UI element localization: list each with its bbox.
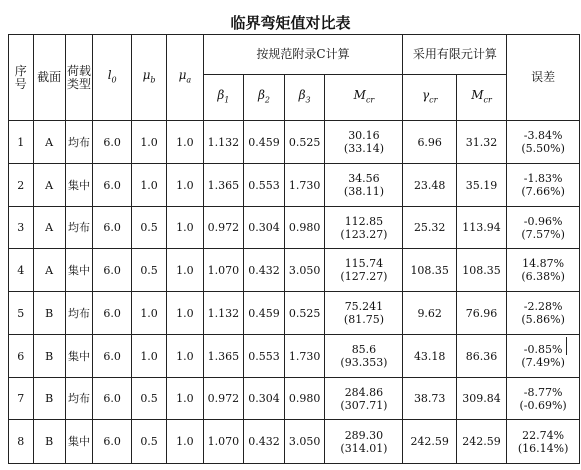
cell-beta1: 1.070 [203,249,244,292]
cell-error: -8.77% (-0.69%) [507,378,580,420]
cell-mu-a: 1.0 [167,378,203,420]
cell-no: 6 [9,335,34,378]
cell-mu-b: 0.5 [131,249,166,292]
cell-mu-b: 1.0 [131,164,166,207]
table-row [9,292,580,335]
cell-l0: 6.0 [93,378,131,420]
cell-load: 均布 [65,292,93,335]
cell-mu-a: 1.0 [167,164,203,207]
cell-mcr-code: 85.6 (93.353) [325,335,403,378]
cell-mcr-fem: 35.19 [456,164,506,207]
cell-error: 22.74% (16.14%) [507,420,580,464]
table-row [9,420,580,464]
cell-mcr-fem: 86.36 [456,335,506,378]
cell-mcr-code: 34.56 (38.11) [325,164,403,207]
cell-mcr-fem: 31.32 [456,121,506,164]
cell-beta2: 0.459 [244,292,285,335]
cell-section: B [33,292,65,335]
cell-no: 5 [9,292,34,335]
cell-no: 8 [9,420,34,464]
cell-error: -2.28% (5.86%) [507,292,580,335]
header-beta1: $\beta_1$ [203,75,244,121]
cell-mu-a: 1.0 [167,420,203,464]
cell-l0: 6.0 [93,335,131,378]
header-mcr-code: $M_{cr}$ [325,75,403,121]
cell-beta2: 0.459 [244,121,285,164]
cell-beta2: 0.553 [244,164,285,207]
cell-beta2: 0.304 [244,378,285,420]
cell-l0: 6.0 [93,249,131,292]
table-row [9,207,580,249]
cell-section: A [33,164,65,207]
cell-beta3: 3.050 [284,420,325,464]
cell-section: A [33,207,65,249]
cell-section: B [33,420,65,464]
cell-load: 集中 [65,335,93,378]
cell-mu-b: 0.5 [131,207,166,249]
table-row [9,121,580,164]
cell-beta3: 0.525 [284,121,325,164]
cell-section: A [33,249,65,292]
cell-beta2: 0.432 [244,420,285,464]
cell-mu-b: 1.0 [131,292,166,335]
header-seq: 序号 [9,35,34,121]
cell-mu-b: 0.5 [131,420,166,464]
cell-beta1: 0.972 [203,378,244,420]
cell-beta2: 0.304 [244,207,285,249]
cell-mcr-fem: 309.84 [456,378,506,420]
header-error: 误差 [507,35,580,121]
cell-beta3: 0.525 [284,292,325,335]
cell-no: 1 [9,121,34,164]
table-title: 临界弯矩值对比表 [230,14,351,32]
cell-gamma-cr: 9.62 [403,292,456,335]
header-gamma-cr: $\gamma_{cr}$ [403,75,456,121]
cell-mu-a: 1.0 [167,292,203,335]
header-section: 截面 [33,35,65,121]
cell-gamma-cr: 6.96 [403,121,456,164]
cell-section: A [33,121,65,164]
header-mu-a: $\mu_a$ [167,35,203,121]
cell-beta1: 1.132 [203,292,244,335]
cell-error: -0.85% (7.49%) [507,335,580,378]
cell-error: 14.87% (6.38%) [507,249,580,292]
cell-l0: 6.0 [93,121,131,164]
cell-no: 4 [9,249,34,292]
cell-no: 3 [9,207,34,249]
cell-mcr-fem: 76.96 [456,292,506,335]
cell-mcr-code: 75.241 (81.75) [325,292,403,335]
cell-load: 均布 [65,121,93,164]
cell-mu-b: 1.0 [131,335,166,378]
cell-section: B [33,378,65,420]
cell-mcr-code: 112.85 (123.27) [325,207,403,249]
cell-mu-a: 1.0 [167,121,203,164]
cell-beta1: 1.365 [203,335,244,378]
cell-load: 均布 [65,378,93,420]
table-row [9,335,580,378]
cell-gamma-cr: 23.48 [403,164,456,207]
header-load-type: 荷载类型 [65,35,93,121]
cell-load: 集中 [65,420,93,464]
header-mcr-fem: $M_{cr}$ [456,75,506,121]
cell-no: 7 [9,378,34,420]
cell-error: -3.84% (5.50%) [507,121,580,164]
cell-l0: 6.0 [93,420,131,464]
cell-error: -1.83% (7.66%) [507,164,580,207]
header-l0: $l_0$ [93,35,131,121]
header-code-group: 按规范附录C计算 [203,35,403,75]
table-row [9,378,580,420]
cell-gamma-cr: 38.73 [403,378,456,420]
header-fem-group: 采用有限元计算 [403,35,507,75]
cell-error: -0.96% (7.57%) [507,207,580,249]
cell-mcr-fem: 242.59 [456,420,506,464]
cell-l0: 6.0 [93,292,131,335]
cell-mu-a: 1.0 [167,249,203,292]
header-beta2: $\beta_2$ [244,75,285,121]
comparison-table [8,34,580,464]
cell-gamma-cr: 25.32 [403,207,456,249]
cell-beta3: 0.980 [284,207,325,249]
header-mu-b: $\mu_b$ [131,35,166,121]
cell-beta1: 1.070 [203,420,244,464]
cell-load: 均布 [65,207,93,249]
cell-mcr-code: 30.16 (33.14) [325,121,403,164]
cell-no: 2 [9,164,34,207]
table-row [9,249,580,292]
cell-beta3: 3.050 [284,249,325,292]
cell-mcr-code: 115.74 (127.27) [325,249,403,292]
cell-section: B [33,335,65,378]
cell-beta1: 0.972 [203,207,244,249]
cell-mu-b: 1.0 [131,121,166,164]
cell-mu-a: 1.0 [167,335,203,378]
cell-l0: 6.0 [93,207,131,249]
cell-mu-b: 0.5 [131,378,166,420]
cell-beta2: 0.553 [244,335,285,378]
cell-mcr-code: 284.86 (307.71) [325,378,403,420]
cell-beta3: 0.980 [284,378,325,420]
cell-gamma-cr: 242.59 [403,420,456,464]
table-row [9,164,580,207]
cell-beta1: 1.132 [203,121,244,164]
cell-beta3: 1.730 [284,335,325,378]
cell-l0: 6.0 [93,164,131,207]
cell-load: 集中 [65,249,93,292]
cell-mcr-code: 289.30 (314.01) [325,420,403,464]
header-beta3: $\beta_3$ [284,75,325,121]
cell-beta2: 0.432 [244,249,285,292]
cell-beta1: 1.365 [203,164,244,207]
cell-mcr-fem: 108.35 [456,249,506,292]
stray-border-line [566,337,567,355]
cell-gamma-cr: 43.18 [403,335,456,378]
cell-gamma-cr: 108.35 [403,249,456,292]
cell-beta3: 1.730 [284,164,325,207]
cell-mu-a: 1.0 [167,207,203,249]
cell-load: 集中 [65,164,93,207]
cell-mcr-fem: 113.94 [456,207,506,249]
